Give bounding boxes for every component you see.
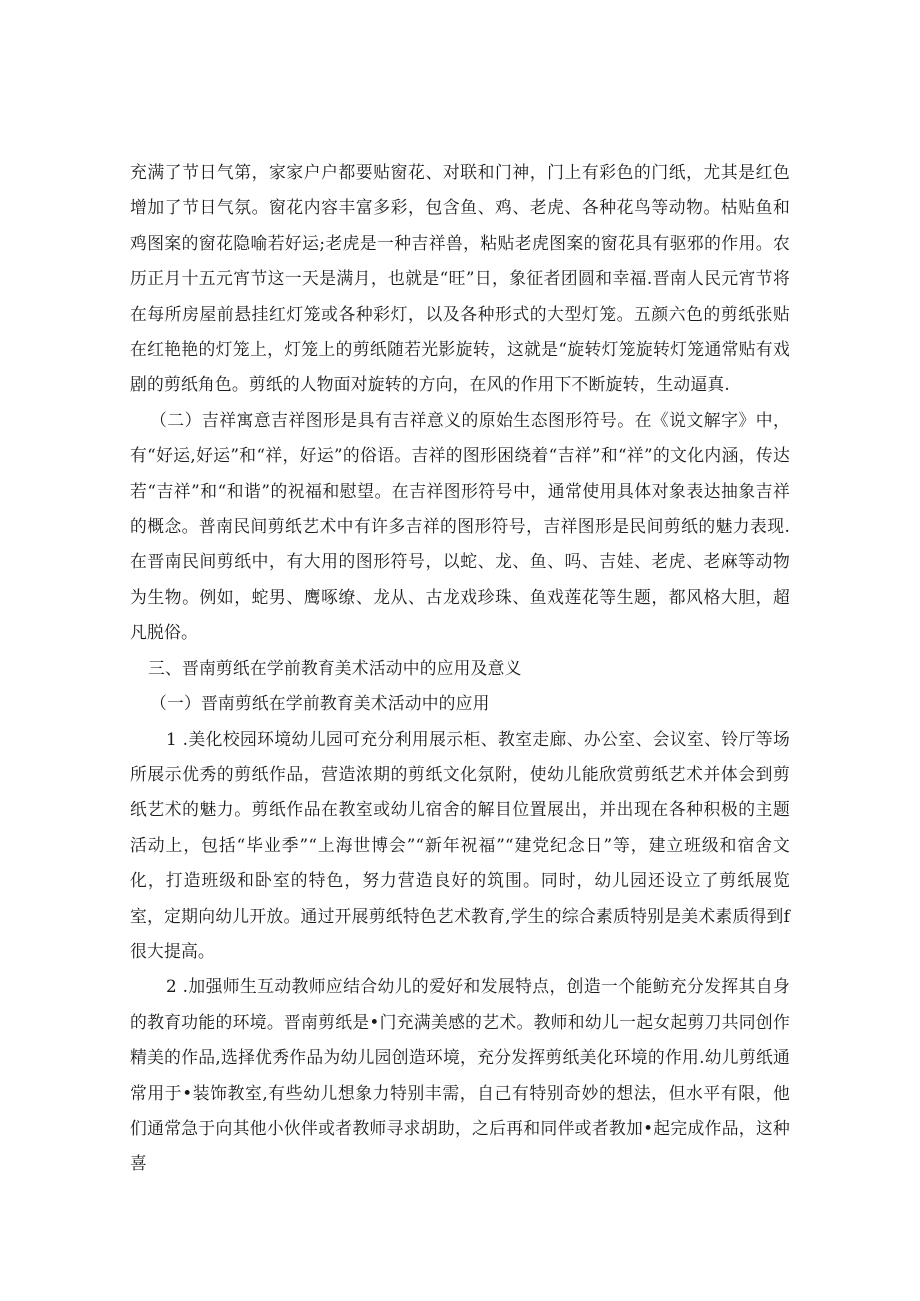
body-paragraph: 1 .美化校园环境幼儿园可充分利用展示柜、教室走廊、办公室、会议室、铃厅等场所展示优秀的剪纸作品，营造浓期的剪纸文化氛附，使幼儿能欣赏剪纸艺术并体会到剪纸艺术的魅力。剪纸作品在教室或幼儿宿舍的解目位置展出，并出现在各种积极的主题活动上，包括“毕业季”“上海世博会”“新年祝福”“建党纪念日”等，建立班级和宿舍文化，打造班级和卧室的特色，努力营造良好的筑围。同时，幼儿园还设立了剪纸展览室，定期向幼儿开放。通过开展剪纸特色艺术教育,学生的综合素质特别是美术素质得到f很大提高。: [130, 728, 790, 961]
body-paragraph: 充满了节日气第，家家户户都要贴窗花、对联和门神，门上有彩色的门纸，尤其是红色增加了节日气氛。窗花内容丰富多彩，包含鱼、鸡、老虎、各种花鸟等动物。枯贴鱼和鸡图案的窗花隐喻若好运;老虎是一种吉祥兽，粘贴老虎图案的窗花具有驱邪的作用。农历正月十五元宵节这一天是满月，也就是“旺”日，象征者团圆和幸福.晋南人民元宵节将在每所房屋前悬挂红灯笼或各种彩灯，以及各种形式的大型灯笼。五颜六色的剪纸张贴在红艳艳的灯笼上，灯笼上的剪纸随若光影旋转，这就是“旋转灯笼旋转灯笼通常贴有戏剧的剪纸角色。剪纸的人物面对旋转的方向，在风的作用下不断旋转，生动逼真.: [130, 162, 790, 395]
body-paragraph: 2 .加强师生互动教师应结合幼儿的爱好和发展特点，创造一个能鲂充分发挥其自身的教育功能的环境。晋南剪纸是•门充满美感的艺术。教师和幼儿一起女起剪刀共同创作精美的作品,选择优秀作品为幼儿园创造环境，充分发挥剪纸美化环境的作用.幼儿剪纸通常用于•装饰教室,有些幼儿想象力特别丰需，自己有特别奇妙的想法，但水平有限，他们通常急于向其他小伙伴或者教师寻求胡助，之后再和同伴或者教加•起完成作品，这种喜: [130, 976, 790, 1174]
body-paragraph: （二）吉祥寓意吉祥图形是具有吉祥意义的原始生态图形符号。在《说文解字》中，有“好运,好运”和“祥，好运”的俗语。吉祥的图形困绕着“吉祥”和“祥”的文化内涵，传达若“吉祥”和“和谐”的祝福和慰望。在吉祥图形符号中，通常使用具体对象表达抽象吉祥的概念。普南民间剪纸艺术中有许多吉祥的图形符号，吉祥图形是民间剪纸的魅力表现.在晋南民间剪纸中，有大用的图形符号，以蛇、龙、鱼、吗、吉娃、老虎、老麻等动物为生物。例如，蛇男、鹰啄缭、龙从、古龙戏珍珠、鱼戏莲花等生题，都风格大胆，超凡脱俗。: [130, 409, 790, 643]
section-heading: 三、晋南剪纸在学前教育美术活动中的应用及意义: [148, 657, 522, 678]
document-body: [130, 155, 790, 1182]
subsection-heading: （一）晋南剪纸在学前教育美术活动中的应用: [150, 693, 490, 714]
